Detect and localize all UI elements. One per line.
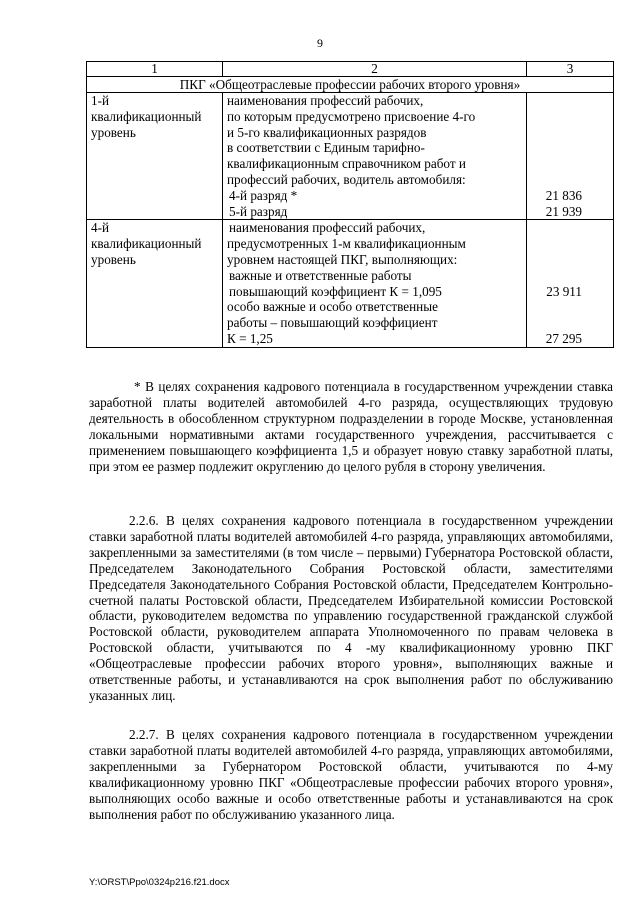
table-header-row <box>87 62 614 77</box>
description-line: особо важные и особо ответственные <box>227 299 438 315</box>
group-title: ПКГ «Общеотраслевые профессии рабочих второго уровня» <box>87 77 614 93</box>
description-line: профессий рабочих, водитель автомобиля: <box>227 171 466 187</box>
level-text: квалификационный <box>91 108 202 124</box>
description-line: по которым предусмотрено присвоение 4-го <box>227 108 476 124</box>
description-line: 5-й разряд <box>229 203 288 219</box>
table-header-cell: 2 <box>223 62 527 77</box>
level-text: уровень <box>91 251 136 267</box>
table-row <box>87 220 614 347</box>
file-path-footer: Y:\ORST\Ppo\0324p216.f21.docx <box>89 877 230 888</box>
table-group-row <box>87 77 614 93</box>
level-text: квалификационный <box>91 236 202 252</box>
salary-value: 21 836 <box>545 187 582 203</box>
description-cell <box>223 220 527 347</box>
level-text: 1-й <box>91 93 110 108</box>
salary-table <box>86 61 614 348</box>
description-line: и 5-го квалификационных разрядов <box>227 124 427 140</box>
description-cell <box>223 93 527 220</box>
level-text: уровень <box>91 124 136 140</box>
paragraph-2-2-7: 2.2.7. В целях сохранения кадрового потенциала в государственном учреждении ставки заработной платы водителей автомобилей 4-го разряда, управляющих автомобилями, закрепленными за Губернатором Ростовской области, учитываются по 4-му квалификационному уровню ПКГ «Общеотраслевые профессии рабочих второго уровня», выполняющих особо важные и особо ответственные работы и устанавливаются на срок выполнения работ по обслуживанию указанного лица. <box>89 727 613 822</box>
paragraph-2-2-6: 2.2.6. В целях сохранения кадрового потенциала в государственном учреждении ставки заработной платы водителей автомобилей 4-го разряда, управляющих автомобилями, закрепленными за заместителями (в том числе – первыми) Губернатора Ростовской области, Председателем Законодательного Собрания Ростовской области, заместителями Председателя Законодательного Собрания Ростовской области, Председателем Контрольно-счетной палаты Ростовской области, Председателем Избирательной комиссии Ростовской области, руководителем ведомства по управлению государственной гражданской службой Ростовской области, руководителем аппарата Уполномоченного по правам человека в Ростовской области, учитываются по 4 -му квалификационному уровню ПКГ «Общеотраслевые профессии рабочих второго уровня», выполняющих важные и ответственные работы, и устанавливаются на срок выполнения работ по обслуживанию указанных лиц. <box>89 513 613 703</box>
footnote-paragraph: * В целях сохранения кадрового потенциала в государственном учреждении ставка заработной платы водителей автомобилей 4-го разряда, осуществляющих трудовую деятельность в обособленном структурном подразделении в городе Москве, установленная локальными нормативными актами государственного учреждения, рассчитывается с применением повышающего коэффициента 1,5 и образует новую ставку заработной платы, при этом ее размер подлежит округлению до целого рубля в сторону увеличения. <box>89 379 613 474</box>
value-cell <box>527 93 614 220</box>
value-cell <box>527 220 614 347</box>
page-number: 9 <box>317 36 323 50</box>
description-line: К = 1,25 <box>227 330 273 346</box>
level-cell <box>87 220 223 347</box>
description-line: 4-й разряд * <box>229 187 298 203</box>
table-header-cell: 1 <box>87 62 223 77</box>
salary-value: 21 939 <box>545 203 582 219</box>
salary-value: 27 295 <box>545 330 582 346</box>
table-row <box>87 93 614 220</box>
level-text: 4-й <box>91 220 110 236</box>
description-line: уровнем настоящей ПКГ, выполняющих: <box>227 251 458 267</box>
salary-value: 23 911 <box>546 283 582 299</box>
description-line: работы – повышающий коэффициент <box>227 315 438 331</box>
description-line: в соответствии с Единым тарифно- <box>227 140 425 156</box>
level-cell <box>87 93 223 220</box>
table-header-cell: 3 <box>527 62 614 77</box>
description-line: важные и ответственные работы <box>229 267 412 283</box>
description-line: наименования профессий рабочих, <box>227 93 424 108</box>
description-line: повышающий коэффициент К = 1,095 <box>229 283 442 299</box>
description-line: квалификационным справочником работ и <box>227 156 466 172</box>
description-line: наименования профессий рабочих, <box>229 220 426 236</box>
description-line: предусмотренных 1-м квалификационным <box>227 236 466 252</box>
